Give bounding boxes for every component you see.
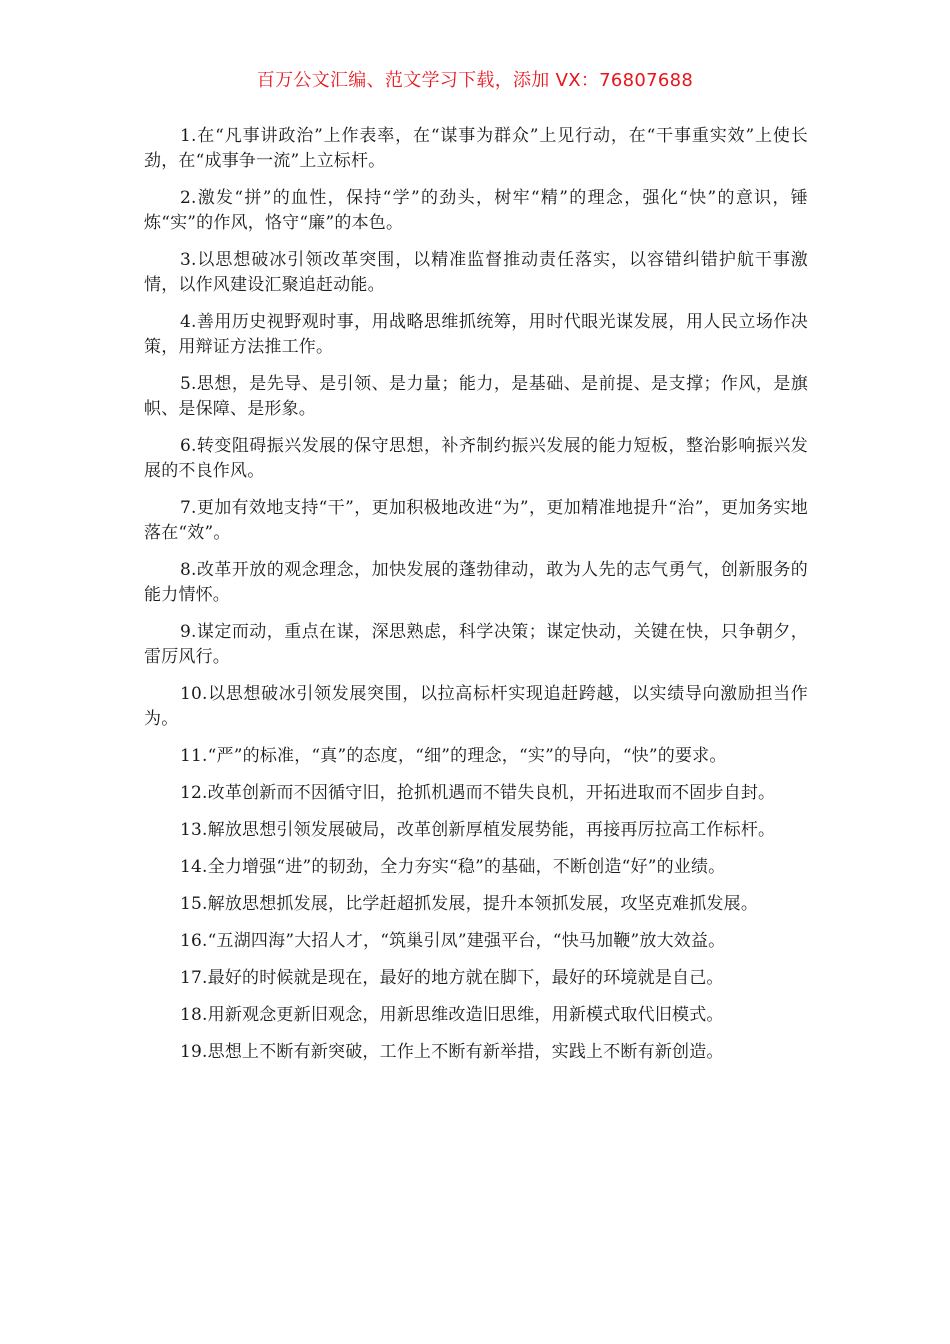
list-item: 7.更加有效地支持“干”，更加积极地改进“为”，更加精准地提升“治”，更加务实地落在“效”。 — [144, 498, 808, 543]
list-item: 14.全力增强“进”的韧劲，全力夯实“稳”的基础，不断创造“好”的业绩。 — [180, 857, 726, 877]
list-item: 10.以思想破冰引领发展突围，以拉高标杆实现追赶跨越，以实绩导向激励担当作为。 — [144, 684, 808, 729]
list-item: 15.解放思想抓发展，比学赶超抓发展，提升本领抓发展，攻坚克难抓发展。 — [180, 894, 759, 914]
list-item: 13.解放思想引领发展破局，改革创新厚植发展势能，再接再厉拉高工作标杆。 — [180, 820, 776, 840]
list-item: 11.“严”的标准，“真”的态度，“细”的理念，“实”的导向，“快”的要求。 — [180, 746, 727, 766]
list-item: 6.转变阻碍振兴发展的保守思想，补齐制约振兴发展的能力短板，整治影响振兴发展的不良作风。 — [144, 436, 808, 481]
list-item: 8.改革开放的观念理念，加快发展的蓬勃律动，敢为人先的志气勇气，创新服务的能力情怀。 — [144, 560, 808, 605]
list-item: 19.思想上不断有新突破，工作上不断有新举措，实践上不断有新创造。 — [180, 1042, 724, 1062]
list-item: 12.改革创新而不因循守旧，抢抓机遇而不错失良机，开拓进取而不固步自封。 — [180, 783, 776, 803]
download-banner: 百万公文汇编、范文学习下载，添加 VX：76807688 — [256, 70, 694, 91]
document-body — [144, 124, 808, 1077]
list-item: 1.在“凡事讲政治”上作表率，在“谋事为群众”上见行动，在“干事重实效”上使长劲，在“成事争一流”上立标杆。 — [144, 126, 808, 171]
list-item: 18.用新观念更新旧观念，用新思维改造旧思维，用新模式取代旧模式。 — [180, 1005, 724, 1025]
list-item: 16.“五湖四海”大招人才，“筑巢引凤”建强平台，“快马加鞭”放大效益。 — [180, 931, 726, 951]
list-item: 9.谋定而动，重点在谋，深思熟虑，科学决策；谋定快动，关键在快，只争朝夕，雷厉风行。 — [144, 622, 808, 667]
list-item: 2.激发“拼”的血性，保持“学”的劲头，树牢“精”的理念，强化“快”的意识，锤炼“实”的作风，恪守“廉”的本色。 — [144, 188, 808, 233]
list-item: 5.思想，是先导、是引领、是力量；能力，是基础、是前提、是支撑；作风，是旗帜、是保障、是形象。 — [144, 374, 808, 419]
list-item: 17.最好的时候就是现在，最好的地方就在脚下，最好的环境就是自己。 — [180, 968, 724, 988]
list-item: 4.善用历史视野观时事，用战略思维抓统筹，用时代眼光谋发展，用人民立场作决策，用辩证方法推工作。 — [144, 312, 808, 357]
list-item: 3.以思想破冰引领改革突围，以精准监督推动责任落实，以容错纠错护航干事激情，以作风建设汇聚追赶动能。 — [144, 250, 808, 295]
